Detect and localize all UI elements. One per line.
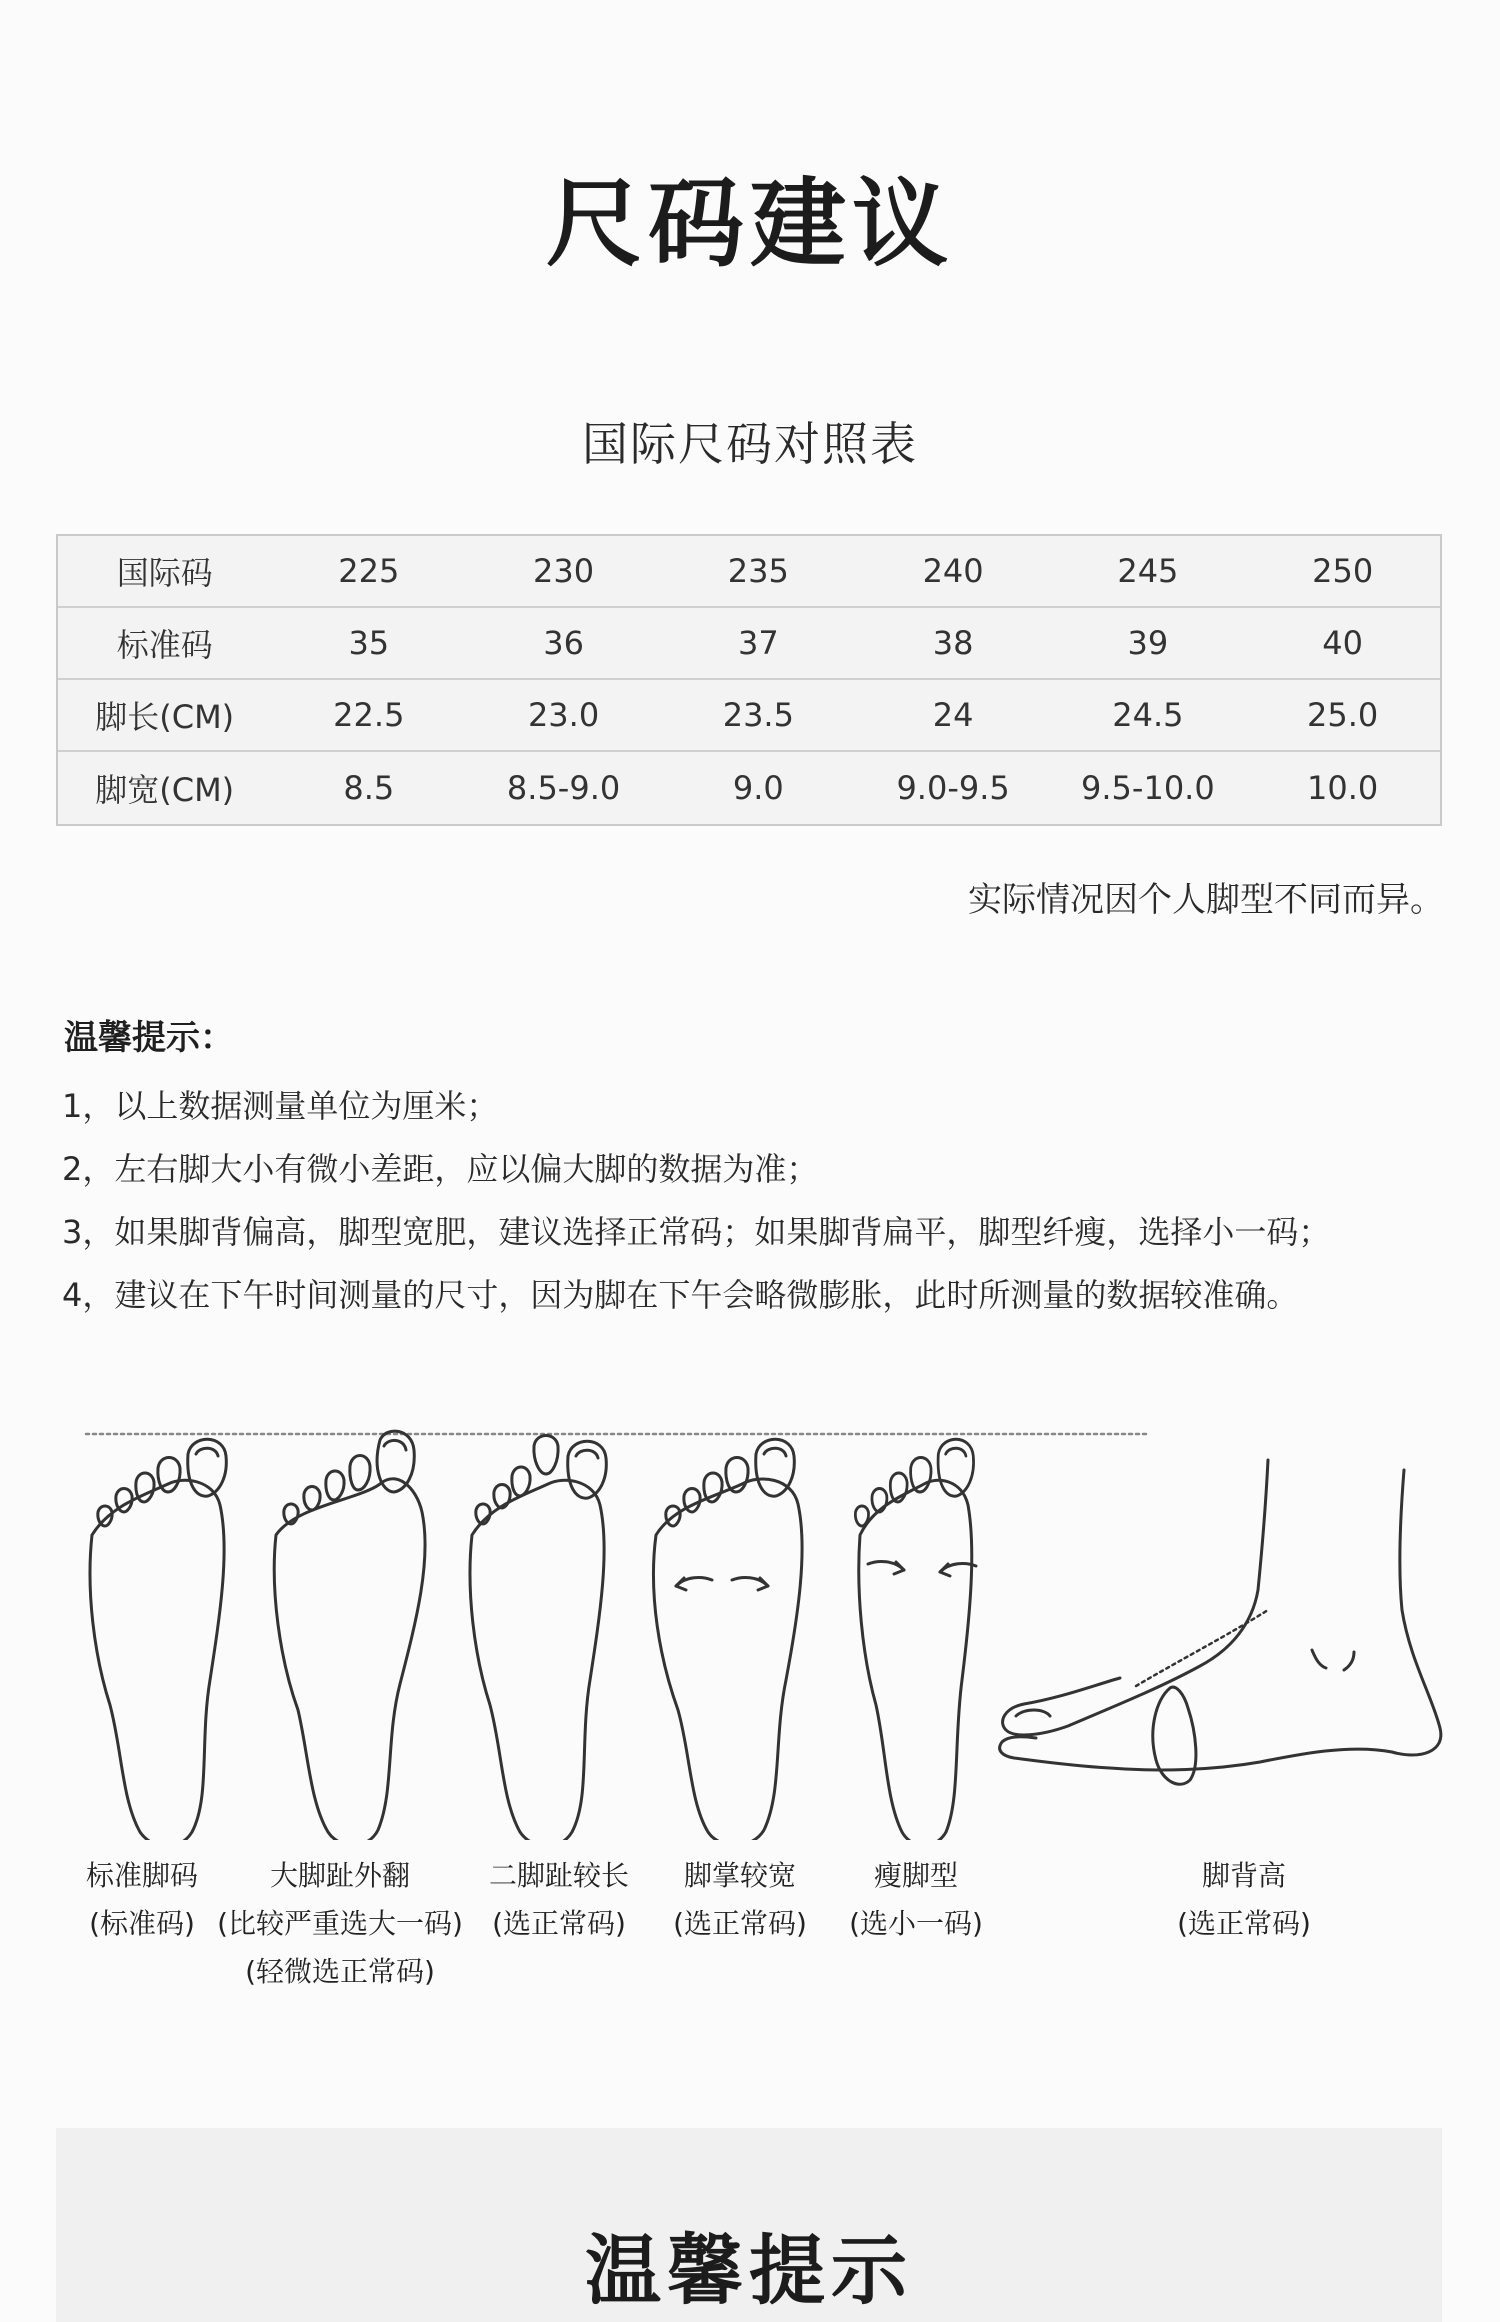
foot-type-label: [474, 1852, 644, 1948]
table-cell: 23.5: [722, 696, 794, 734]
table-cell: 24.5: [1112, 696, 1184, 734]
table-note: 实际情况因个人脚型不同而异。: [968, 880, 1444, 920]
foot-type-name: 标准脚码: [85, 1859, 198, 1892]
table-cell: 39: [1127, 624, 1169, 662]
table-row: [58, 536, 1440, 608]
size-comparison-table: [56, 534, 1442, 826]
thin-foot-icon: [855, 1439, 976, 1840]
table-cell: 225: [338, 552, 400, 590]
tip-item: 3，如果脚背偏高，脚型宽肥，建议选择正常码；如果脚背扁平，脚型纤瘦，选择小一码；: [62, 1213, 1331, 1251]
high-instep-foot-icon: [1000, 1460, 1441, 1784]
table-cell: 9.0: [732, 769, 784, 807]
tips-list: [62, 1084, 1462, 1336]
table-cell: 36: [543, 624, 584, 662]
table-cell: 9.0-9.5: [896, 769, 1010, 807]
bunion-foot-icon: [274, 1431, 425, 1840]
foot-type-name: 脚背高: [1201, 1859, 1286, 1892]
table-subtitle: 国际尺码对照表: [582, 417, 918, 471]
table-cell: 38: [932, 624, 974, 662]
bottom-section-title: 温馨提示: [585, 2226, 913, 2315]
table-cell: 240: [922, 552, 984, 590]
table-row: [58, 680, 1440, 752]
tip-item: 2，左右脚大小有微小差距，应以偏大脚的数据为准；: [62, 1150, 819, 1188]
foot-type-name: 大脚趾外翻: [269, 1859, 410, 1892]
wide-foot-icon: [653, 1439, 802, 1840]
foot-type-name: 脚掌较宽: [683, 1859, 796, 1892]
foot-shapes-illustration: [0, 1400, 1500, 1840]
foot-type-name: 瘦脚型: [873, 1859, 958, 1892]
table-cell: 8.5: [343, 769, 395, 807]
table-cell: 25.0: [1307, 696, 1379, 734]
table-cell: 37: [737, 624, 779, 662]
table-cell: 8.5-9.0: [506, 769, 621, 807]
tip-item: 4，建议在下午时间测量的尺寸，因为脚在下午会略微膨胀，此时所测量的数据较准确。: [62, 1276, 1299, 1314]
foot-type-label: [1164, 1852, 1324, 1948]
foot-type-name: 二脚趾较长: [488, 1859, 629, 1892]
foot-type-advice: (标准码): [89, 1907, 195, 1940]
foot-type-advice: (选正常码): [1177, 1907, 1311, 1940]
table-cell: 250: [1312, 552, 1374, 590]
table-cell: 22.5: [333, 696, 405, 734]
standard-foot-icon: [90, 1439, 226, 1840]
row-header: 标准码: [116, 626, 213, 664]
foot-type-label: [62, 1852, 222, 1948]
foot-type-label: [210, 1852, 470, 1996]
table-cell: 10.0: [1307, 769, 1379, 807]
row-header: 脚宽(CM): [95, 771, 235, 809]
foot-type-label: [660, 1852, 820, 1948]
foot-type-advice: (选正常码): [673, 1907, 807, 1940]
row-header: 脚长(CM): [95, 698, 235, 736]
table-cell: 245: [1117, 552, 1179, 590]
table-cell: 9.5-10.0: [1081, 769, 1215, 807]
tip-item: 1，以上数据测量单位为厘米；: [62, 1087, 499, 1125]
table-cell: 40: [1322, 624, 1363, 662]
table-cell: 35: [348, 624, 390, 662]
table-row: [58, 752, 1440, 824]
foot-type-advice: (选正常码): [492, 1907, 626, 1940]
bottom-tips-panel: [56, 2128, 1442, 2322]
page-title: 尺码建议: [546, 168, 954, 280]
table-cell: 24: [932, 696, 974, 734]
table-cell: 23.0: [527, 696, 600, 734]
foot-type-advice: (选小一码): [849, 1907, 983, 1940]
row-header: 国际码: [116, 554, 213, 592]
foot-type-extra: (轻微选正常码): [245, 1955, 435, 1988]
table-row: [58, 608, 1440, 680]
tips-heading: 温馨提示：: [64, 1018, 234, 1058]
foot-type-advice: (比较严重选大一码): [217, 1907, 463, 1940]
long-second-toe-foot-icon: [470, 1436, 606, 1841]
table-cell: 235: [727, 552, 789, 590]
foot-type-label: [836, 1852, 996, 1948]
table-cell: 230: [533, 552, 595, 590]
